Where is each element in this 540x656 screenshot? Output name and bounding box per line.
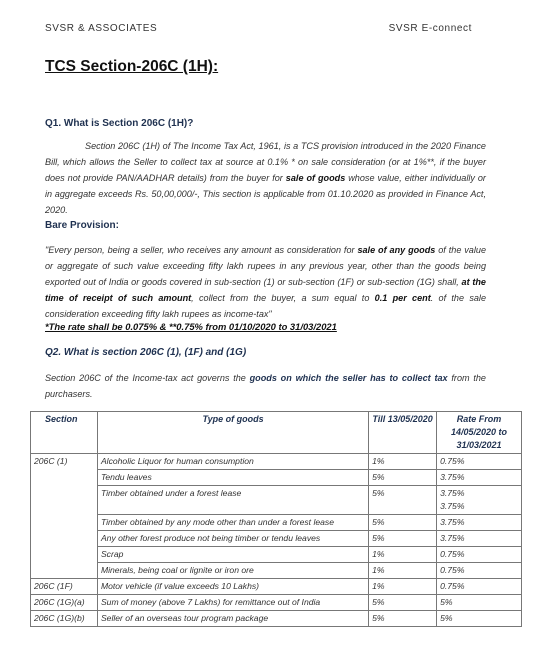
q1-heading: Q1. What is Section 206C (1H)?	[45, 118, 194, 129]
cell-rate: 5%	[437, 611, 522, 627]
q1-text-a: Section 206C (1H) of The Income Tax Act, 1961, is a TCS provision introduced in the 2020 Finance Bill, which allows the Seller to collect tax at source at 0.1% * on sale consideration (or at 1%**, if the buyer does not provide PAN/AADHAR details) from the buyer for	[45, 141, 486, 183]
cell-rate: 0.75%	[437, 563, 522, 579]
cell-section	[31, 486, 98, 515]
cell-till: 1%	[369, 547, 437, 563]
table-header-row	[31, 412, 522, 454]
cell-till: 5%	[369, 470, 437, 486]
cell-section	[31, 563, 98, 579]
cell-section	[31, 531, 98, 547]
table-row	[31, 531, 522, 547]
table-row	[31, 470, 522, 486]
q2-heading: Q2. What is section 206C (1), (1F) and (1G)	[45, 347, 247, 358]
q2-paragraph	[45, 370, 486, 402]
col-goods-header: Type of goods	[97, 412, 368, 454]
q2-text-bold: goods on which the seller has to collect tax	[249, 373, 448, 383]
q1-text-bold: sale of goods	[285, 173, 346, 183]
header-publication: SVSR E-connect	[388, 23, 472, 34]
cell-section	[31, 470, 98, 486]
cell-section: 206C (1)	[31, 454, 98, 470]
cell-goods: Timber obtained by any mode other than under a forest lease	[97, 515, 368, 531]
cell-goods: Any other forest produce not being timber or tendu leaves	[97, 531, 368, 547]
bare-text-f: 0.1 per cent	[374, 293, 431, 303]
page-title: TCS Section-206C (1H):	[45, 58, 219, 75]
bare-provision-heading: Bare Provision:	[45, 220, 119, 231]
table-row	[31, 579, 522, 595]
bare-text-d: at the time of receipt of such amount	[45, 277, 486, 303]
cell-till: 5%	[369, 515, 437, 531]
cell-goods: Alcoholic Liquor for human consumption	[97, 454, 368, 470]
cell-rate: 0.75%	[437, 547, 522, 563]
cell-goods: Scrap	[97, 547, 368, 563]
q1-paragraph	[45, 138, 486, 218]
cell-goods	[97, 486, 368, 515]
tcs-rates-table	[30, 411, 522, 627]
cell-till: 5%	[369, 486, 437, 515]
cell-till: 5%	[369, 531, 437, 547]
bare-text-a: "Every person, being a seller, who receives any amount as consideration for	[45, 245, 358, 255]
cell-goods: Seller of an overseas tour program package	[97, 611, 368, 627]
col-section-header: Section	[31, 412, 98, 454]
table-row	[31, 515, 522, 531]
table-row	[31, 454, 522, 470]
cell-rate: 3.75%	[437, 515, 522, 531]
cell-rate: 3.75%	[437, 531, 522, 547]
table-row	[31, 563, 522, 579]
cell-section: 206C (1F)	[31, 579, 98, 595]
cell-goods-text: Timber obtained under a forest lease	[100, 488, 242, 498]
cell-till: 5%	[369, 595, 437, 611]
page-header	[45, 23, 472, 34]
cell-section: 206C (1G)(b)	[31, 611, 98, 627]
q1-text-c: whose value, either individually or in aggregate exceeds Rs. 50,00,000/-, This section is applicable from 01.10.2020 as provided in Finance Act, 2020.	[45, 173, 486, 215]
cell-goods: Tendu leaves	[97, 470, 368, 486]
cell-rate	[437, 486, 522, 515]
table-row	[31, 486, 522, 515]
cell-section	[31, 547, 98, 563]
bare-text-e: , collect from the buyer, a sum equal to	[191, 293, 375, 303]
cell-till: 1%	[369, 563, 437, 579]
rate-note: *The rate shall be 0.075% & **0.75% from 01/10/2020 to 31/03/2021	[45, 321, 337, 332]
cell-till: 5%	[369, 611, 437, 627]
q2-text-c: from the purchasers.	[45, 373, 486, 399]
cell-rate-text: 3.75%	[440, 488, 465, 498]
cell-goods: Minerals, being coal or lignite or iron ore	[97, 563, 368, 579]
cell-till: 1%	[369, 454, 437, 470]
cell-rate-text-2: 3.75%	[440, 501, 465, 511]
bare-text-g: . of the sale consideration exceeding fifty lakh rupees as income-tax"	[45, 293, 487, 319]
col-rate-from-header: Rate From 14/05/2020 to 31/03/2021	[437, 412, 522, 454]
cell-goods: Sum of money (above 7 Lakhs) for remittance out of India	[97, 595, 368, 611]
cell-section	[31, 515, 98, 531]
cell-rate: 0.75%	[437, 579, 522, 595]
cell-section: 206C (1G)(a)	[31, 595, 98, 611]
cell-till: 1%	[369, 579, 437, 595]
cell-rate: 5%	[437, 595, 522, 611]
bare-text-b: sale of any goods	[357, 245, 436, 255]
table-row	[31, 611, 522, 627]
table-row	[31, 547, 522, 563]
bare-provision-text	[45, 242, 486, 322]
bare-text-c: of the value or aggregate of such value exceeding fifty lakh rupees in any previous year, other than the goods being exported out of India or goods covered in sub-section (1) or sub-section (1F) or sub-section (1G) shall,	[45, 245, 487, 287]
q2-text-a: Section 206C of the Income-tax act governs the	[45, 373, 250, 383]
header-firm-name: SVSR & ASSOCIATES	[45, 23, 158, 34]
table-row	[31, 595, 522, 611]
cell-rate: 3.75%	[437, 470, 522, 486]
cell-goods: Motor vehicle (if value exceeds 10 Lakhs)	[97, 579, 368, 595]
cell-rate: 0.75%	[437, 454, 522, 470]
col-till-header: Till 13/05/2020	[369, 412, 437, 454]
